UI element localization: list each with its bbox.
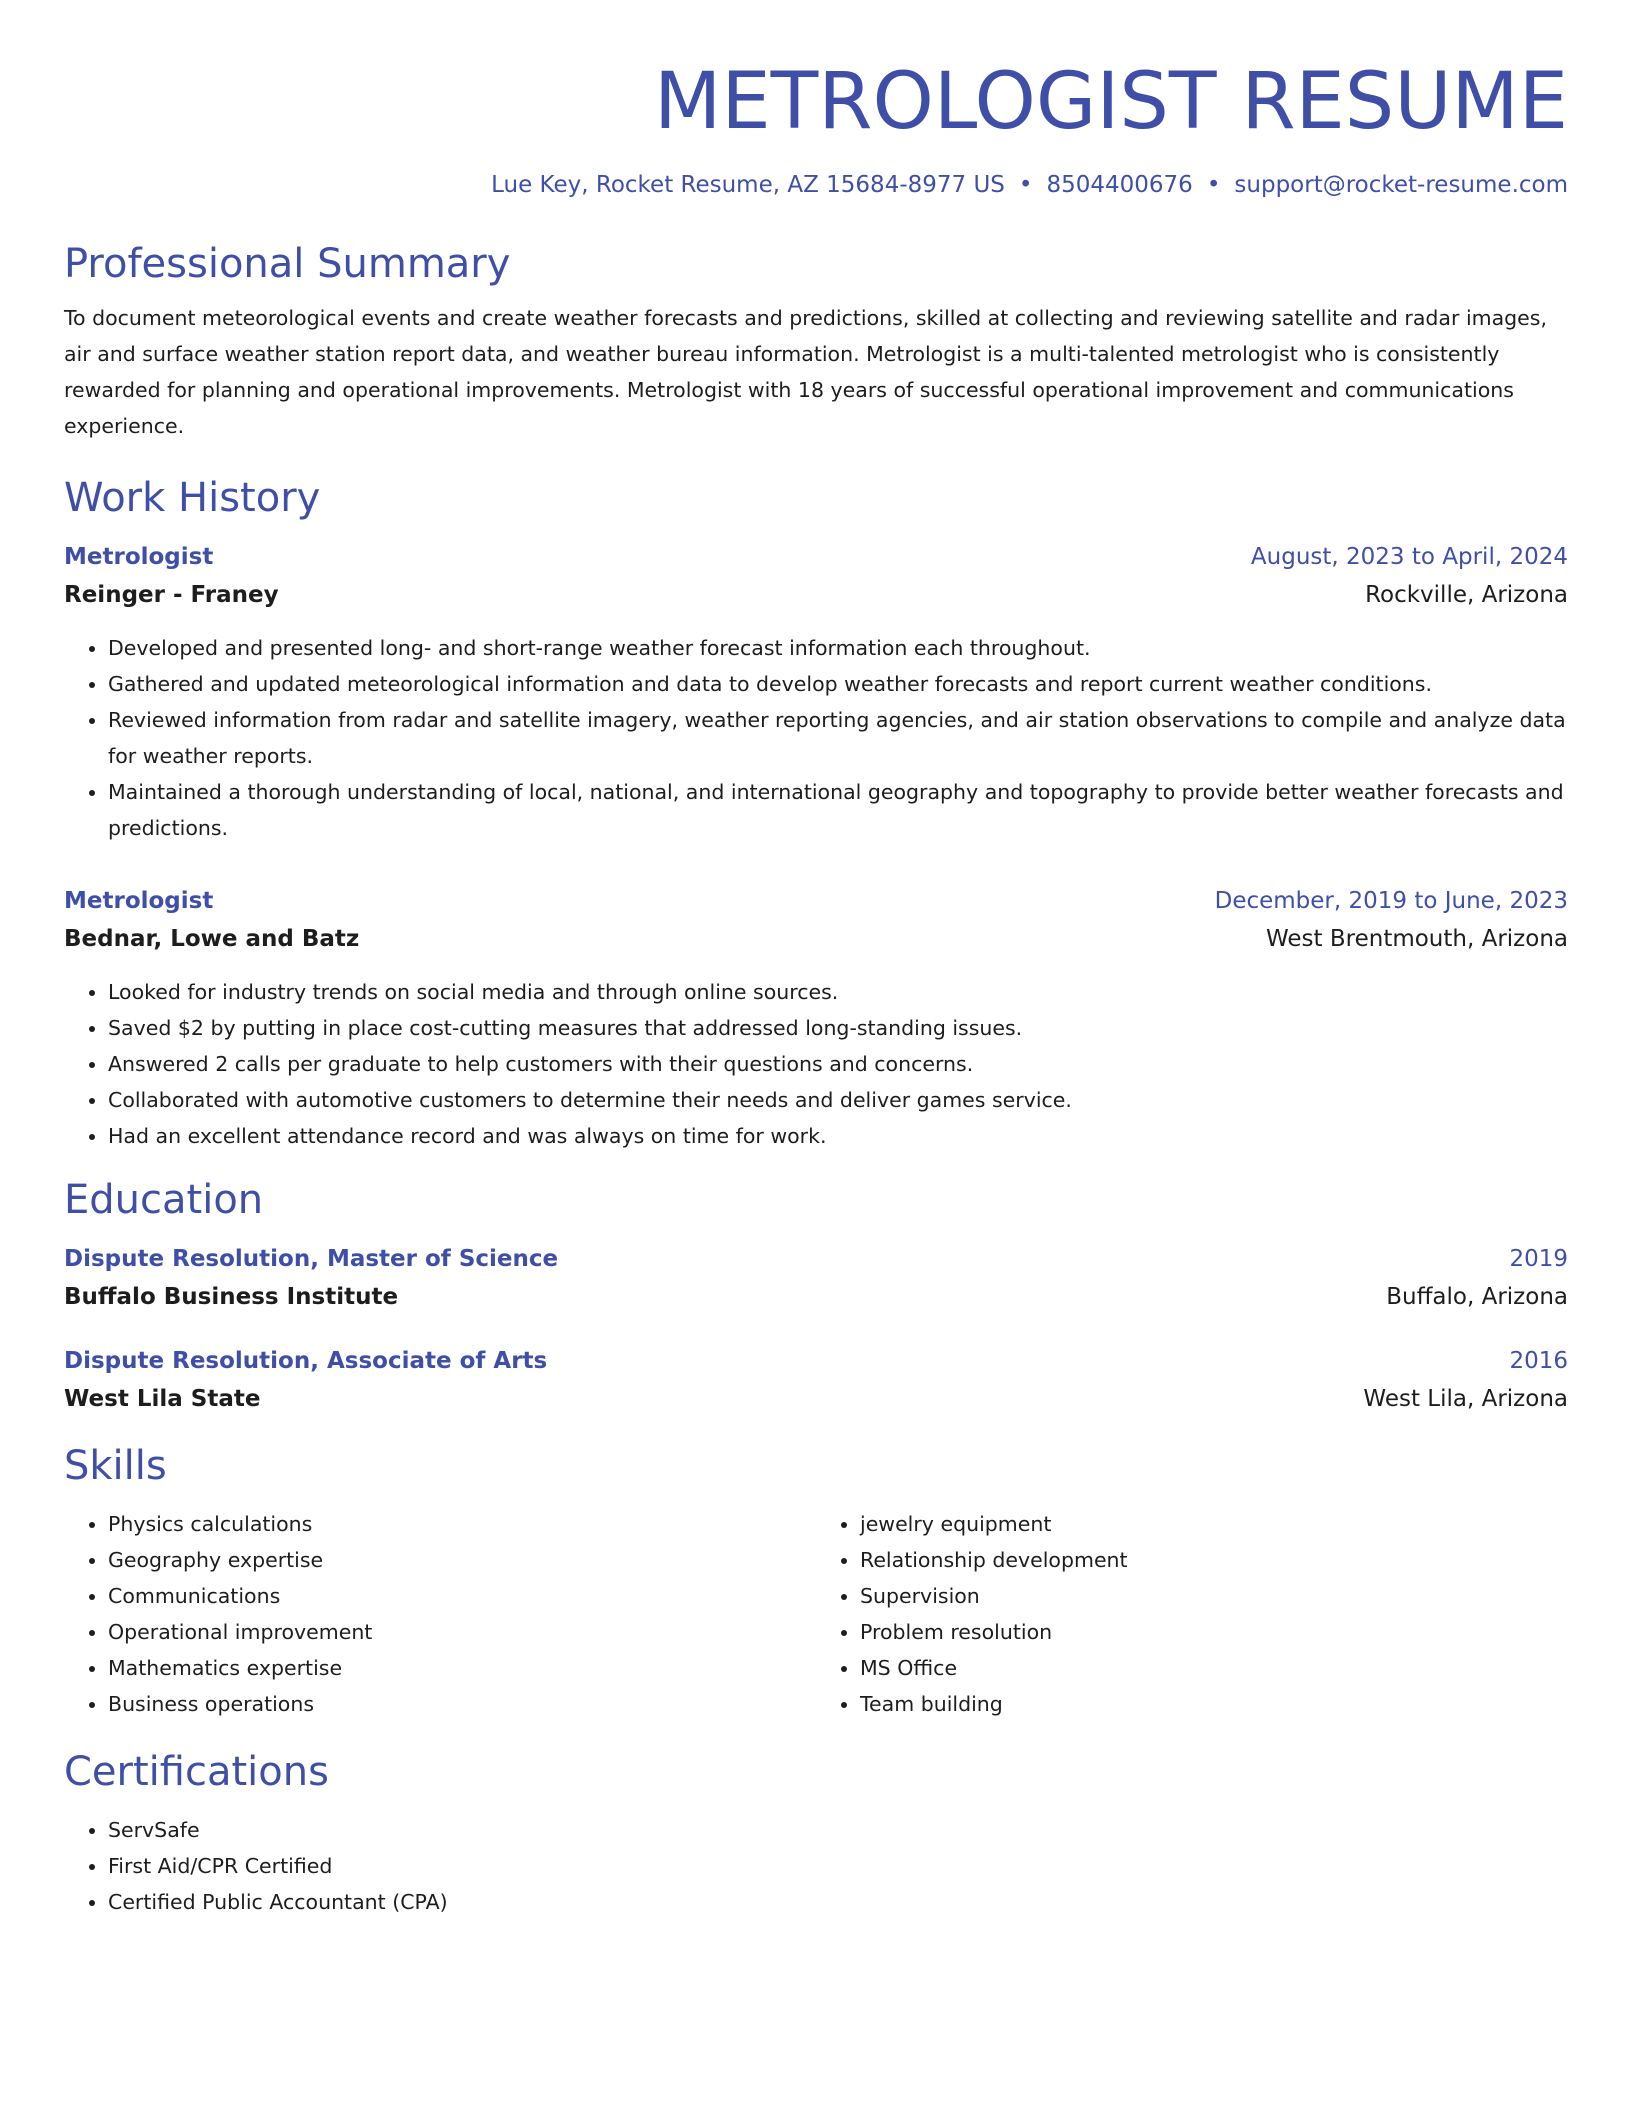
list-item: • MS Office (860, 1650, 1568, 1686)
contact-email[interactable]: support@rocket-resume.com (1234, 172, 1568, 198)
list-item: • Answered 2 calls per graduate to help customers with their questions and concerns. (108, 1046, 1568, 1082)
job-bullets (64, 630, 1568, 846)
section-title-summary: Professional Summary (64, 241, 511, 287)
education-entry (64, 1342, 1568, 1418)
section-title-certifications: Certifications (64, 1749, 329, 1795)
list-item: • Physics calculations (108, 1506, 816, 1542)
contact-address: Lue Key, Rocket Resume, AZ 15684-8977 US (491, 172, 1005, 198)
list-item: • Saved $2 by putting in place cost-cutting measures that addressed long-standing issues. (108, 1010, 1568, 1046)
education-year: 2016 (1509, 1348, 1568, 1374)
education-school: West Lila State (64, 1386, 261, 1412)
list-item: • Operational improvement (108, 1614, 816, 1650)
list-item: • Maintained a thorough understanding of local, national, and international geography and topography to provide better weather forecasts and predictions. (108, 774, 1568, 846)
certifications-list (64, 1812, 1568, 1920)
skills-columns (64, 1506, 1568, 1722)
job-dates: August, 2023 to April, 2024 (1250, 544, 1568, 570)
list-item: • Supervision (860, 1578, 1568, 1614)
job-company: Reinger - Franey (64, 582, 279, 608)
list-item: • Relationship development (860, 1542, 1568, 1578)
list-item: • Gathered and updated meteorological information and data to develop weather forecasts and report current weather conditions. (108, 666, 1568, 702)
list-item: • Had an excellent attendance record and was always on time for work. (108, 1118, 1568, 1154)
list-item: • Looked for industry trends on social media and through online sources. (108, 974, 1568, 1010)
job-bullets (64, 974, 1568, 1154)
list-item: • Collaborated with automotive customers to determine their needs and deliver games service. (108, 1082, 1568, 1118)
job-role: Metrologist (64, 544, 214, 570)
job-dates: December, 2019 to June, 2023 (1214, 888, 1568, 914)
education-degree: Dispute Resolution, Master of Science (64, 1246, 559, 1272)
list-item: • Team building (860, 1686, 1568, 1722)
list-item: • ServSafe (108, 1812, 1568, 1848)
job-entry (64, 882, 1568, 1154)
section-title-work: Work History (64, 475, 321, 521)
education-location: Buffalo, Arizona (1386, 1284, 1568, 1310)
list-item: • Certified Public Accountant (CPA) (108, 1884, 1568, 1920)
list-item: • Developed and presented long- and short-range weather forecast information each throughout. (108, 630, 1568, 666)
resume-page (64, 0, 1568, 1920)
section-title-skills: Skills (64, 1443, 167, 1489)
resume-title: METROLOGIST RESUME (654, 57, 1568, 147)
job-entry (64, 538, 1568, 846)
contact-line (64, 170, 1568, 200)
job-location: West Brentmouth, Arizona (1266, 926, 1568, 952)
contact-separator: • (1206, 172, 1221, 198)
education-degree: Dispute Resolution, Associate of Arts (64, 1348, 548, 1374)
job-location: Rockville, Arizona (1365, 582, 1568, 608)
education-entry (64, 1240, 1568, 1316)
list-item: • First Aid/CPR Certified (108, 1848, 1568, 1884)
list-item: • Geography expertise (108, 1542, 816, 1578)
education-school: Buffalo Business Institute (64, 1284, 399, 1310)
list-item: • jewelry equipment (860, 1506, 1568, 1542)
skills-list-left (64, 1506, 816, 1722)
education-location: West Lila, Arizona (1363, 1386, 1568, 1412)
section-title-education: Education (64, 1177, 264, 1223)
job-role: Metrologist (64, 888, 214, 914)
contact-phone[interactable]: 8504400676 (1046, 172, 1193, 198)
list-item: • Mathematics expertise (108, 1650, 816, 1686)
job-company: Bednar, Lowe and Batz (64, 926, 360, 952)
list-item: • Communications (108, 1578, 816, 1614)
summary-text: To document meteorological events and create weather forecasts and predictions, skilled at collecting and reviewing satellite and radar images, air and surface weather station report data, and weather bureau information. Metrologist is a multi-talented metrologist who is consistently rewarded for planning and operational improvements. Metrologist with 18 years of successful operational improvement and communications experience. (64, 306, 1547, 438)
list-item: • Business operations (108, 1686, 816, 1722)
list-item: • Reviewed information from radar and satellite imagery, weather reporting agencies, and air station observations to compile and analyze data for weather reports. (108, 702, 1568, 774)
list-item: • Problem resolution (860, 1614, 1568, 1650)
contact-separator: • (1018, 172, 1033, 198)
skills-list-right (816, 1506, 1568, 1722)
education-year: 2019 (1509, 1246, 1568, 1272)
